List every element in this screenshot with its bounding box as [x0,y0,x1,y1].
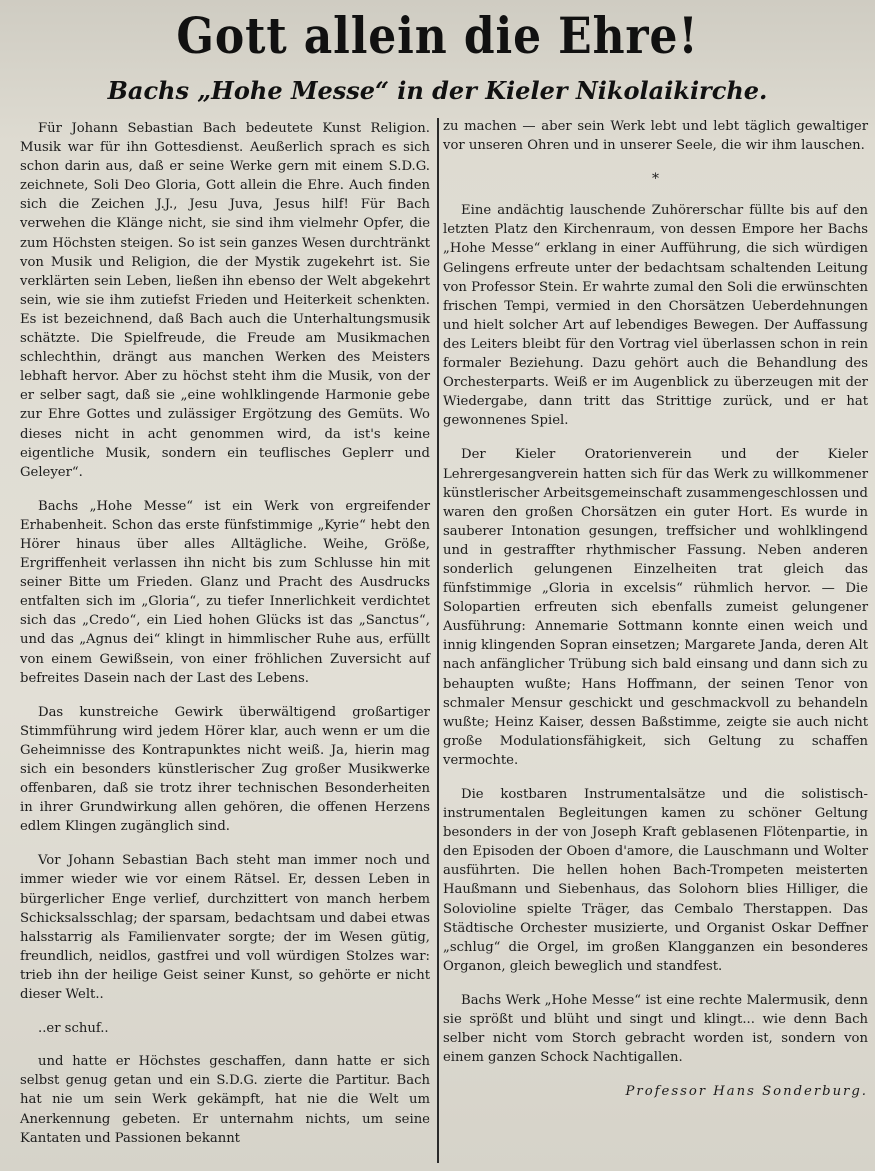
paragraph: Eine andächtig lauschende Zuhörerschar füllte bis auf den letzten Platz den Kirchenraum, von dessen Empore her Bachs „Hohe Messe“ erklang in einer Aufführung, die sich würdigen Gelingens erfreute unter der bedachtsam schaltenden Leitung von Professor Stein. Er wahrte zumal den Soli die erwünschten frischen Tempi, vermied in den Chorsätzen Ueberdehnungen und hielt solcher Art auf lebendiges Bewegen. Der Auffassung des Leiters bleibt für den Vortrag viel überlassen schon in rein formaler Beziehung. Dazu gehört auch die Behandlung des Orchesterparts. Weiß er im Augenblick zu überzeugen mit der Wiedergabe, dann tritt das Strittige zurück, und er hat gewonnenes Spiel. [443,203,868,429]
paragraph: Bachs Werk „Hohe Messe“ ist eine rechte Malermusik, denn sie sprößt und blüht und singt und klingt... wie denn Bach selber nicht vom Storch gebracht worden ist, sondern von einem ganzen Schock Nachtigallen. [443,992,868,1066]
subheadline: Bachs „Hohe Messe“ in der Kieler Nikolaikirche. [107,76,768,105]
paragraph: und hatte er Höchstes geschaffen, dann hatte er sich selbst genug getan und ein S.D.G. zierte die Partitur. Bach hat nie um sein Werk gekämpft, hat nie die Welt um Anerkennung gebeten. Er unternahm nichts, um seine Kantaten und Passionen bekannt [20,1054,430,1146]
column-divider [437,118,439,1163]
paragraph: zu machen — aber sein Werk lebt und lebt täglich gewaltiger vor unseren Ohren und in unserer Seele, die wir ihm lauschen. [443,119,868,154]
author-signature: Professor Hans Sonderburg. [625,1084,868,1100]
paragraph: ..er schuf.. [38,1021,109,1037]
paragraph: Die kostbaren Instrumentalsätze und die solistisch-instrumentalen Begleitungen kamen zu schöner Geltung besonders in der von Joseph Kraft geblasenen Flötenpartie, in den Episoden der Oboen d'amore, die Lauschmann und Wolter ausführten. Die hellen hohen Bach-Trompeten meisterten Haußmann und Siebenhaus, das Solohorn blies Hilliger, die Solovioline spielte Träger, das Cembalo Therstappen. Das Städtische Orchester musizierte, und Organist Oskar Deffner „schlug“ die Orgel, im großen Klangganzen ein besonderes Organon, gleich beweglich und standfest. [443,787,868,974]
paragraph: Der Kieler Oratorienverein und der Kieler Lehrergesangverein hatten sich für das Werk zu willkommener künstlerischer Arbeitsgemeinschaft zusammengeschlossen und waren den großen Chorsätzen ein guter Hort. Es wurde in sauberer Intonation gesungen, treffsicher und wohlklingend und in gestraffter rhythmischer Fassung. Neben anderen sonderlich gelungenen Einzelheiten trat gleich das fünfstimmige „Gloria in excelsis“ rühmlich hervor. — Die Solopartien erfreuten sich ebenfalls zumeist gelungener Ausführung: Annemarie Sottmann konnte einen weich und innig klingenden Sopran einsetzen; Margarete Janda, deren Alt nach anfänglicher Trübung sich bald einsang und dann sich zu behaupten wußte; Hans Hoffmann, der seinen Tenor von schmaler Mensur geschickt und geschmackvoll zu behandeln wußte; Heinz Kaiser, dessen Baßstimme, zeigte sie auch nicht große Modulationsfähigkeit, sich Geltung zu schaffen vermochte. [443,447,868,768]
headline: Gott allein die Ehre! [176,6,699,65]
left-column [20,119,430,1163]
right-column [443,117,868,1101]
paragraph: Bachs „Hohe Messe“ ist ein Werk von ergreifender Erhabenheit. Schon das erste fünfstimmige „Kyrie“ hebt den Hörer hinaus über alles Alltägliche. Weihe, Größe, Ergriffenheit verlassen ihn nicht bis zum Schlusse hin mit seiner Bitte um Frieden. Glanz und Pracht des Ausdrucks entfalten sich im „Gloria“, zu tiefer Innerlichkeit verdichtet sich das „Credo“, ein Lied hohen Glücks ist das „Sanctus“, und das „Agnus dei“ klingt in himmlischer Ruhe aus, erfüllt von einem Gewißsein, von einer fröhlichen Zuversicht auf befreites Dasein nach der Last des Lebens. [20,498,430,686]
paragraph: Für Johann Sebastian Bach bedeutete Kunst Religion. Musik war für ihn Gottesdienst. Aeußerlich sprach es sich schon darin aus, daß er seine Werke gern mit einem S.D.G. zeichnete, Soli Deo Gloria, Gott allein die Ehre. Auch finden sich die Zeichen J.J., Jesu Juva, Jesus hilf! Für Bach verwehen die Klänge nicht, sie sind ihm vielmehr Opfer, die zum Höchsten steigen. So ist sein ganzes Wesen durchtränkt von Musik und Religion, die der Mystik zugekehrt ist. Sie verklärten sein Leben, ließen ihn ebenso der Welt abgekehrt sein, wie sie ihm zutiefst Frieden und Heiterkeit schenkten. Es ist bezeichnend, daß Bach auch die Unterhaltungsmusik schätzte. Die Spielfreude, die Freude am Musikmachen schlechthin, drängt aus manchen Werken des Meisters lebhaft hervor. Aber zu höchst steht ihm die Musik, von der er selber sagt, daß sie „eine wohlklingende Harmonie gebe zur Ehre Gottes und zulässiger Ergötzung des Gemüts. Wo dieses nicht in acht genommen wird, da ist's keine eigentliche Musik, sondern ein teuflisches Geplerr und Geleyer“. [20,121,430,480]
section-separator: * [652,171,659,188]
paragraph: Das kunstreiche Gewirk überwältigend großartiger Stimmführung wird jedem Hörer klar, auch wenn er um die Geheimnisse des Kontrapunktes nicht weiß. Ja, hierin mag sich ein besonders künstlerischer Zug großer Musikwerke offenbaren, daß sie trotz ihrer technischen Besonderheiten in ihrer Grundwirkung allen gehören, die offenen Herzens edlem Klingen zugänglich sind. [20,704,430,835]
paragraph: Vor Johann Sebastian Bach steht man immer noch und immer wieder wie vor einem Rätsel. Er, dessen Leben in bürgerlicher Enge verlief, durchzittert von manch herbem Schicksalsschlag; der sparsam, bedachtsam und dabei etwas halsstarrig als Familienvater sorgte; der im Wesen gütig, freundlich, neidlos, gastfrei und voll würdigen Stolzes war: trieb ihn der heilige Geist seiner Kunst, so gehörte er nicht dieser Welt.. [20,853,430,1003]
